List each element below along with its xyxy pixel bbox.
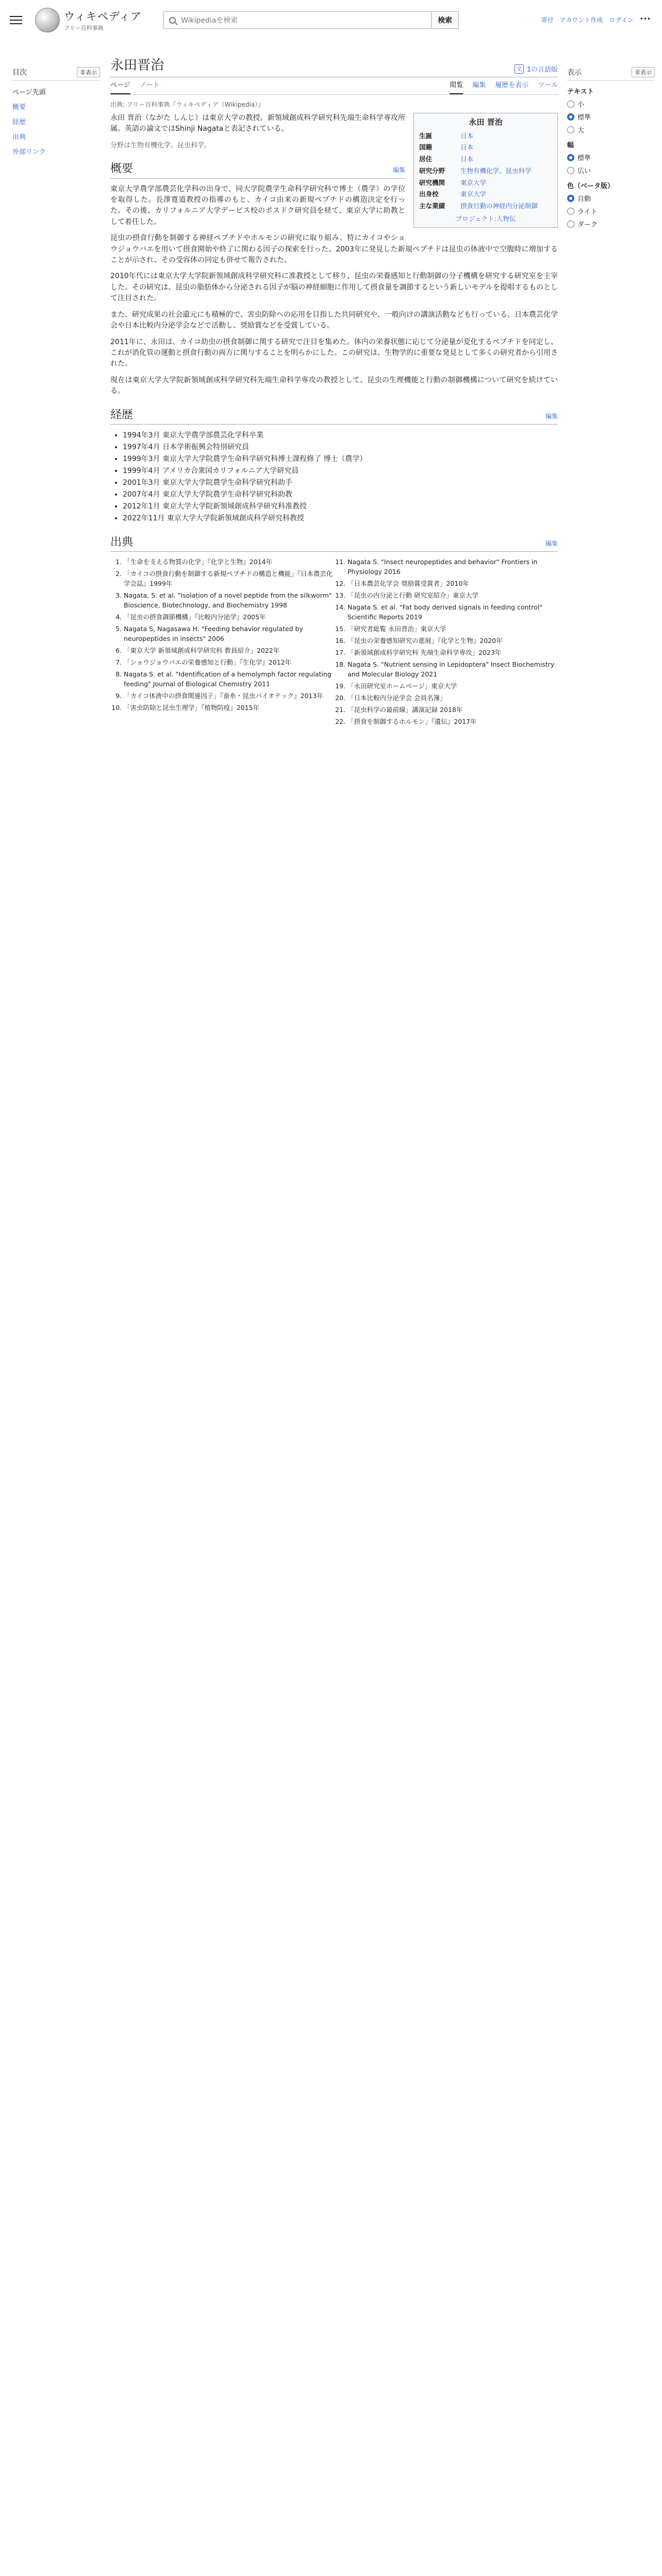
list-item: • 1994年3月 東京大学農学部農芸化学科卒業 [123, 430, 558, 442]
overview-paragraph: 2011年に、永田は、カイコ幼虫の摂食制御に関する研究で注目を集めた。体内の栄養状態に応じて分泌量が変化するペプチドを同定し、これが消化管の運動と摂食行動の両方に関与することを明らかにした。この研究は、生物学的に重要な発見として多くの研究者から引用された。 [110, 337, 558, 368]
width-option[interactable]: 広い [567, 165, 655, 175]
language-button[interactable] [515, 64, 558, 74]
overview-paragraph: 2010年代には東京大学大学院新領域創成科学研究科に准教授として移り、昆虫の栄養感知と行動制御の分子機構を研究する研究室を主宰した。その研究は、昆虫の脂肪体から分泌される因子が脳の神経細胞に作用して摂食量を調節するという新しいモデルを提唱するものとして注目された。 [110, 272, 558, 303]
tab-read[interactable]: 閲覧 [450, 79, 463, 94]
infobox-footer-link[interactable]: プロジェクト:人物伝 [455, 214, 516, 223]
toc-hide-button[interactable]: 非表示 [77, 67, 100, 77]
more-icon[interactable]: ••• [639, 15, 651, 23]
radio-icon [567, 208, 574, 215]
page-title: 永田晋治 [110, 58, 164, 73]
reference-item[interactable]: 12. 「日本農芸化学会 奨励賞受賞者」2010年 [347, 579, 558, 588]
list-item: • 2007年4月 東京大学大学院農学生命科学研究科助教 [123, 489, 558, 501]
radio-selected-icon [567, 154, 574, 161]
article-body [110, 113, 558, 726]
search-form [163, 11, 459, 29]
site-header [0, 0, 662, 40]
reference-item[interactable]: 20. 「日本比較内分泌学会 会員名簿」 [347, 693, 558, 703]
edit-section-link[interactable]: 編集 [392, 166, 405, 174]
reference-item[interactable]: 1. 「生命を支える物質の化学」『化学と生物』2014年 [124, 557, 334, 567]
main-content [110, 40, 558, 726]
create-account-link[interactable]: アカウント作成 [559, 16, 603, 24]
list-item: • 2022年11月 東京大学大学院新領域創成科学研究科教授 [123, 513, 558, 524]
radio-icon [567, 221, 574, 228]
wikipedia-globe-icon [35, 8, 60, 32]
color-option[interactable]: ライト [567, 206, 655, 216]
page-tabs [110, 77, 558, 95]
toc-title: 目次 [12, 69, 27, 77]
appearance-sidebar [567, 67, 655, 232]
list-item: • 2012年1月 東京大学大学院新領域創成科学研究科准教授 [123, 501, 558, 513]
login-link[interactable]: ログイン [609, 16, 634, 24]
tab-tools[interactable]: ツール [538, 81, 558, 89]
search-input[interactable] [163, 11, 432, 29]
reference-item[interactable]: 7. 「ショウジョウバエの栄養感知と行動」『生化学』2012年 [124, 657, 334, 667]
list-item: • 2001年3月 東京大学大学院農学生命科学研究科助手 [123, 477, 558, 489]
main-menu-icon[interactable] [8, 14, 24, 26]
reference-item[interactable]: 4. 「昆虫の摂食調節機構」『比較内分泌学』2005年 [124, 612, 334, 622]
reference-item[interactable]: 18. Nagata S. "Nutrient sensing in Lepidoptera" Insect Biochemistry and Molecular Biology 2021 [347, 659, 558, 679]
user-nav [541, 15, 651, 24]
reference-item[interactable]: 6. 「東京大学 新領域創成科学研究科 教員紹介」2022年 [124, 646, 334, 655]
reference-item[interactable]: 9. 「カイコ体液中の摂食関連因子」『蚕糸・昆虫バイオテック』2013年 [124, 691, 334, 701]
site-logo[interactable] [35, 8, 142, 32]
toc-item-career[interactable]: 経歴 [12, 118, 26, 126]
edit-section-link[interactable]: 編集 [545, 539, 558, 547]
tab-page[interactable]: ページ [110, 79, 130, 94]
color-option[interactable]: 自動 [567, 193, 655, 203]
infobox-title: 永田 晋治 [469, 117, 503, 127]
overview-paragraph: 現在は東京大学大学院新領域創成科学研究科先端生命科学専攻の教授として、昆虫の生理機能と行動の制御機構について研究を続けている。 [110, 376, 558, 396]
width-option[interactable]: 標準 [567, 152, 655, 162]
text-size-option[interactable]: 標準 [567, 112, 655, 122]
search-icon [169, 17, 176, 24]
radio-icon [567, 100, 574, 108]
list-item: • 1999年4月 アメリカ合衆国カリフォルニア大学研究員 [123, 465, 558, 477]
reference-item[interactable]: 14. Nagata S. et al. "Fat body derived signals in feeding control" Scientific Reports 2019 [347, 602, 558, 622]
width-label: 幅 [567, 142, 574, 149]
search-placeholder: Wikipediaを検索 [181, 16, 238, 25]
donate-link[interactable]: 寄付 [541, 16, 554, 24]
text-size-option[interactable]: 大 [567, 125, 655, 134]
reference-list [110, 557, 558, 726]
list-item: • 1997年4月 日本学術振興会特別研究員 [123, 442, 558, 453]
infobox-row: 主な業績 摂食行動の神経内分泌制御 [419, 202, 538, 210]
overview-paragraph: 東京大学農学部農芸化学科の出身で、同大学院農学生命科学研究科で博士（農学）の学位を取得した。長澤寛道教授の指導のもと、カイコ由来の新規ペプチドの構造決定を行った。その後、カリフォルニア大学デービス校のポスドク研究員を経て、東京大学に助教として着任した。 [110, 184, 405, 226]
reference-item[interactable]: 15. 「研究者総覧 永田晋治」東京大学 [347, 624, 558, 634]
reference-item[interactable]: 5. Nagata S, Nagasawa H. "Feeding behavior regulated by neuropeptides in insects" 2006 [124, 624, 334, 643]
reference-item[interactable]: 16. 「昆虫の栄養感知研究の進展」『化学と生物』2020年 [347, 636, 558, 646]
list-item: • 1999年3月 東京大学大学院農学生命科学研究科博士課程修了 博士（農学） [123, 453, 558, 465]
radio-selected-icon [567, 195, 574, 202]
infobox-row: 国籍 日本 [419, 143, 474, 151]
reference-item[interactable]: 8. Nagata S. et al. "Identification of a hemolymph factor regulating feeding" Journal of Biological Chemistry 2011 [124, 669, 334, 689]
infobox-row: 生誕 日本 [419, 131, 474, 140]
section-heading-career: 経歴 編集 [110, 402, 558, 425]
tab-history[interactable]: 履歴を表示 [495, 81, 529, 89]
radio-icon [567, 167, 574, 174]
reference-item[interactable]: 11. Nagata S. "Insect neuropeptides and behavior" Frontiers in Physiology 2016 [347, 557, 558, 577]
toc-item-links[interactable]: 外部リンク [12, 148, 46, 156]
infobox-row: 研究機関 東京大学 [419, 178, 487, 187]
infobox-table [417, 130, 554, 212]
career-list [110, 430, 558, 524]
reference-item[interactable]: 3. Nagata, S. et al. "Isolation of a novel peptide from the silkworm" Bioscience, Biotechnology, and Biochemistry 1998 [124, 590, 334, 610]
reference-item[interactable]: 13. 「昆虫の内分泌と行動 研究室紹介」東京大学 [347, 590, 558, 600]
toc-sidebar [12, 67, 100, 159]
appearance-title: 表示 [567, 69, 582, 77]
reference-item[interactable]: 2. 「カイコの摂食行動を制御する新規ペプチドの構造と機能」『日本農芸化学会誌』1999年 [124, 569, 334, 588]
text-size-label: テキスト [567, 88, 594, 96]
infobox-row: 研究分野 生物有機化学、昆虫科学 [419, 166, 532, 175]
appearance-hide-button[interactable]: 非表示 [632, 67, 655, 77]
tab-talk[interactable]: ノート [139, 81, 160, 89]
color-label: 色（ベータ版） [567, 182, 615, 190]
page-tagline: 出典: フリー百科事典『ウィキペディア（Wikipedia）』 [110, 101, 264, 108]
wordmark: ウィキペディア [64, 10, 142, 23]
language-label: 1の言語版 [526, 66, 558, 74]
reference-item[interactable]: 10. 「害虫防除と昆虫生理学」『植物防疫』2015年 [124, 703, 334, 713]
infobox-row: 居住 日本 [419, 155, 474, 163]
wordmark-tagline: フリー百科事典 [64, 25, 104, 31]
field-note: 分野は生物有機化学、昆虫科学。 [110, 141, 211, 149]
infobox-row: 出身校 東京大学 [419, 190, 487, 198]
reference-item[interactable]: 19. 「永田研究室ホームページ」東京大学 [347, 681, 558, 691]
tab-edit[interactable]: 編集 [472, 81, 486, 89]
toc-item-refs[interactable]: 出典 [12, 133, 26, 141]
section-heading-overview: 概要 編集 [110, 156, 405, 178]
toc-item-overview[interactable]: 概要 [12, 104, 26, 111]
search-button[interactable]: 検索 [432, 11, 459, 29]
color-option[interactable]: ダーク [567, 219, 655, 229]
radio-selected-icon [567, 113, 574, 121]
overview-paragraph: 昆虫の摂食行動を制御する神経ペプチドやホルモンの研究に取り組み、特にカイコやショウジョウバエを用いて摂食開始や終了に関わる因子の探索を行った。2003年に発見した新規ペプチドは昆虫の体液中で空腹時に増加することが示され、その受容体の同定も併せて報告された。 [110, 234, 558, 265]
toc-item-top[interactable]: ページ先頭 [12, 89, 46, 96]
radio-icon [567, 126, 574, 133]
overview-paragraph: また、研究成果の社会還元にも積極的で、害虫防除への応用を目指した共同研究や、一般向けの講演活動なども行っている。日本農芸化学会や日本比較内分泌学会などで活動し、奨励賞などを受賞している。 [110, 310, 558, 330]
section-heading-refs: 出典 編集 [110, 530, 558, 552]
reference-item[interactable]: 17. 「新領域創成科学研究科 先端生命科学専攻」2023年 [347, 648, 558, 657]
infobox [413, 113, 558, 228]
text-size-option[interactable]: 小 [567, 99, 655, 109]
translate-icon: 文 [515, 64, 524, 74]
edit-section-link[interactable]: 編集 [545, 412, 558, 420]
reference-item[interactable]: 21. 「昆虫科学の最前線」講演記録 2018年 [347, 705, 558, 715]
reference-item[interactable]: 22. 「摂食を制御するホルモン」『遺伝』2017年 [347, 717, 558, 726]
lead-paragraph: 永田 晋治（ながた しんじ）は東京大学の教授。新領域創成科学研究科先端生命科学専攻所属。英語の論文ではShinji Nagataと表記されている。 [110, 114, 405, 133]
